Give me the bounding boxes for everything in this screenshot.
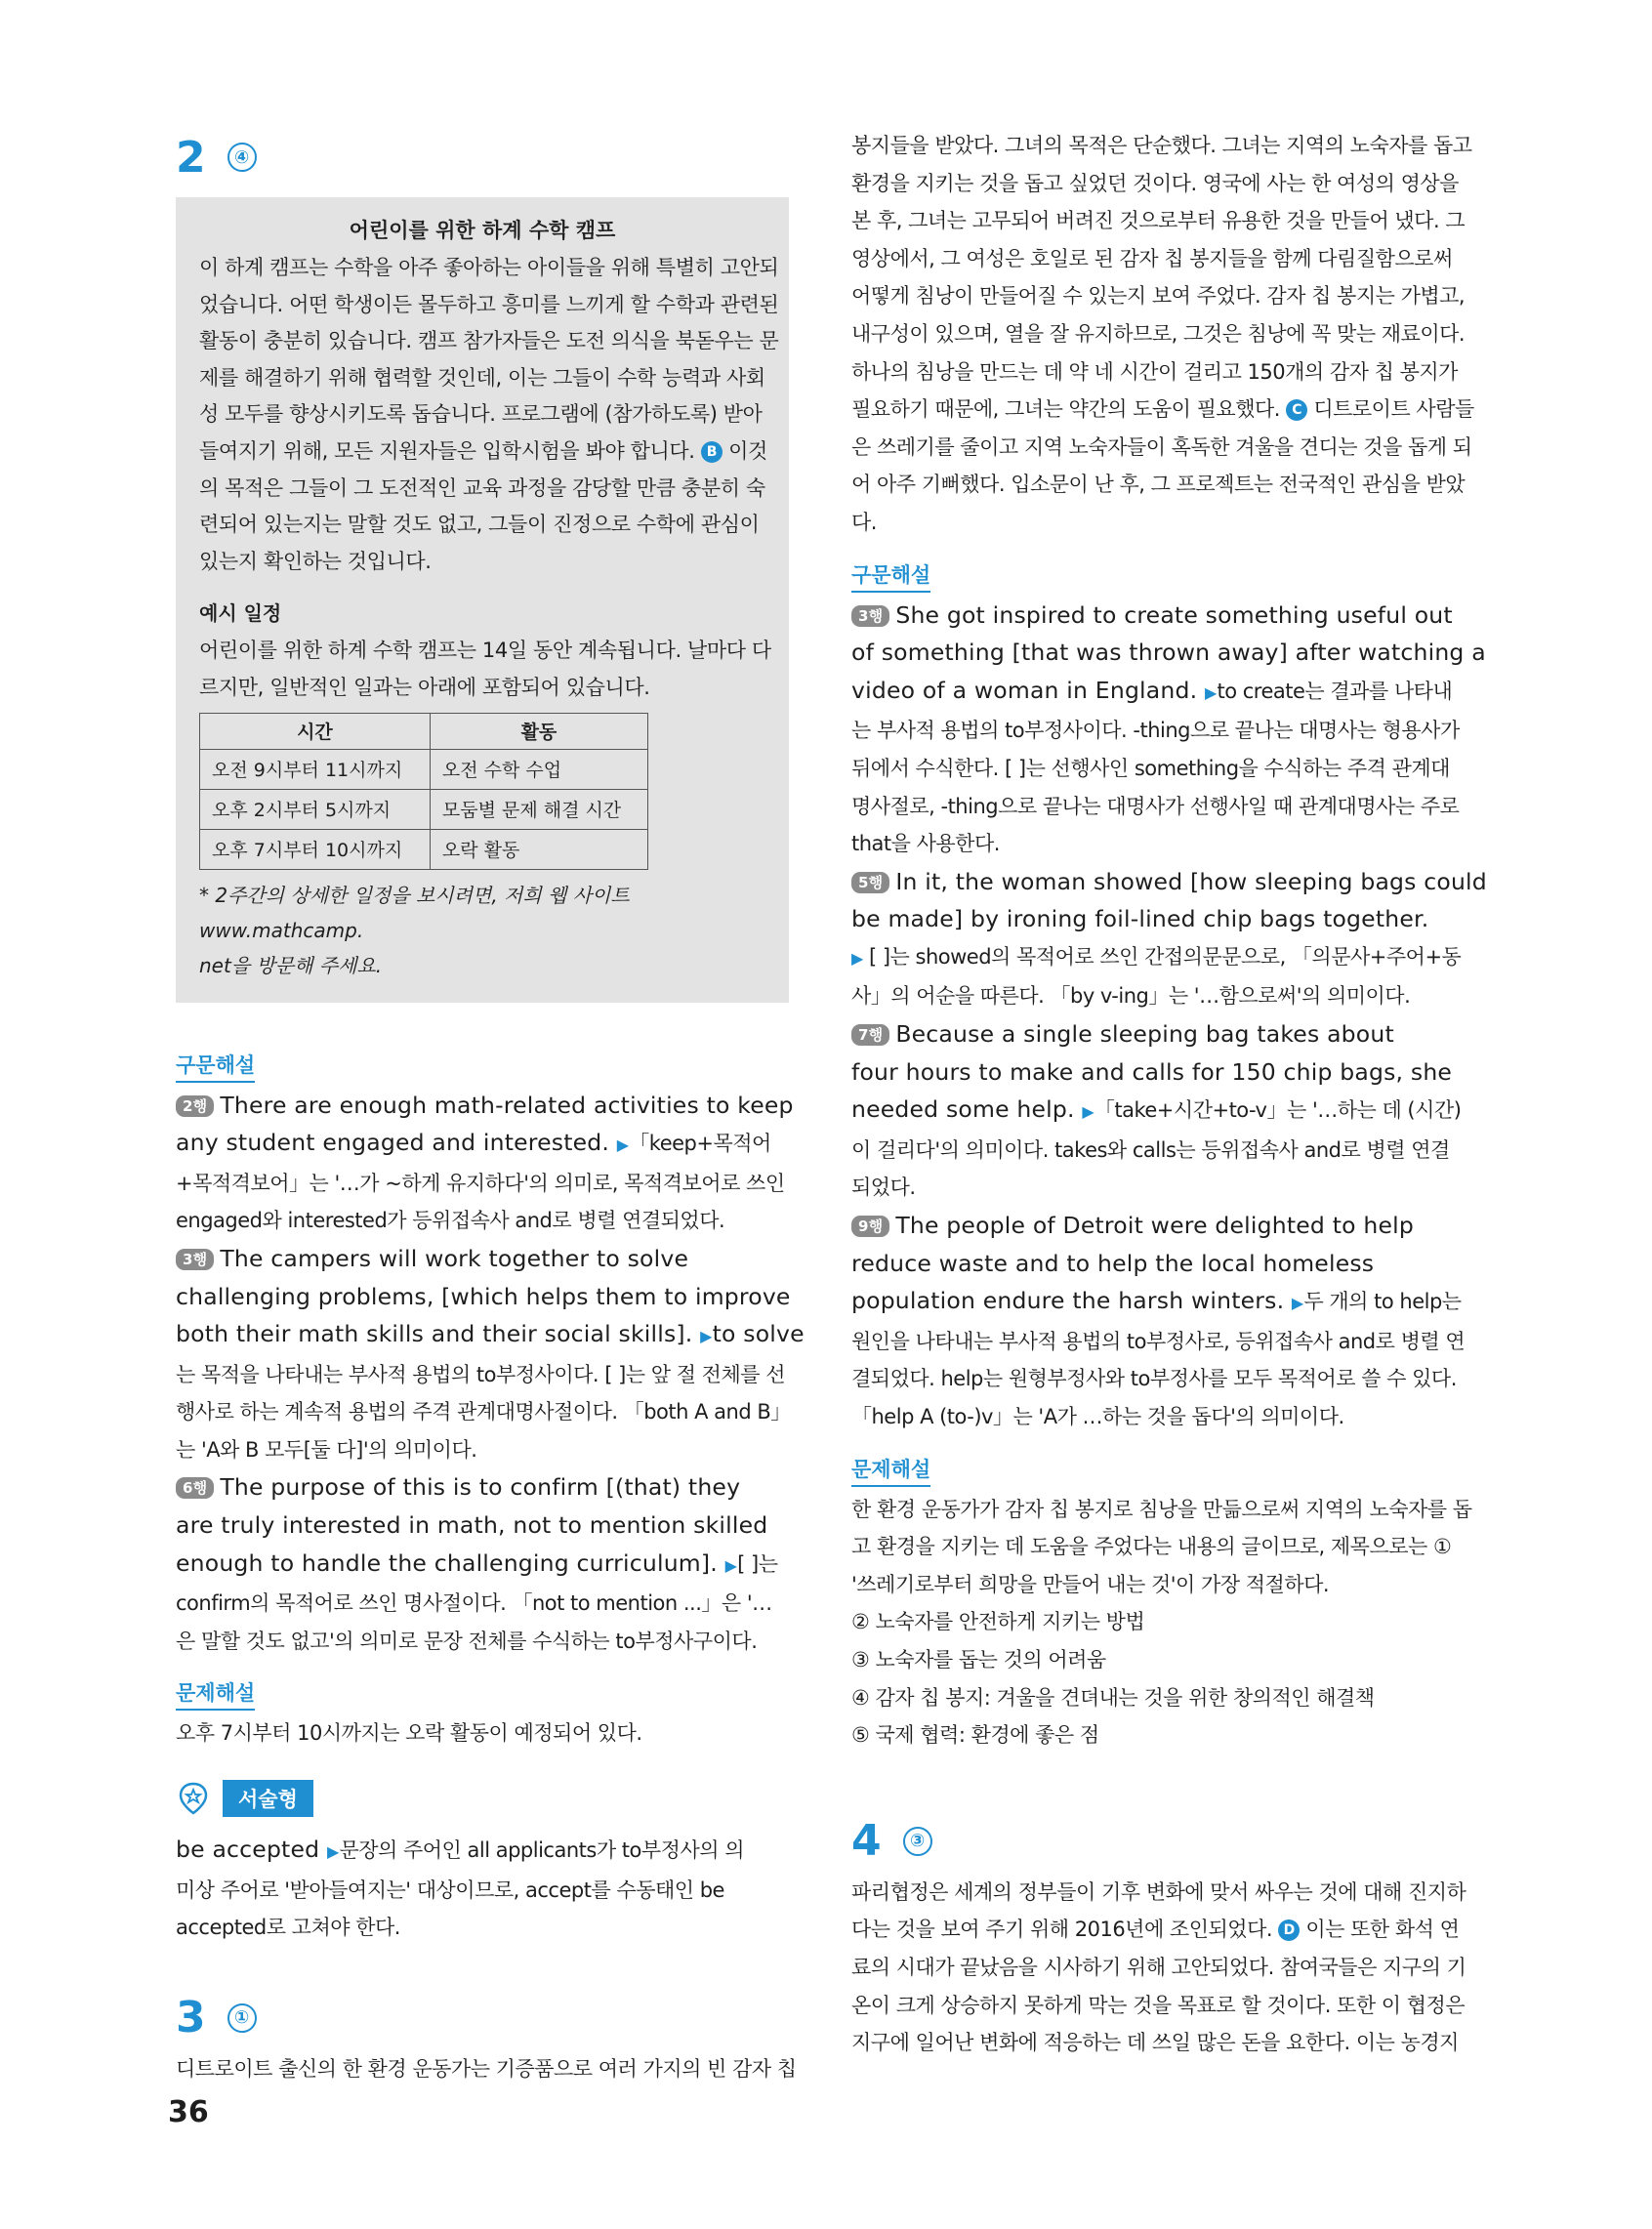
answer-line: '쓰레기로부터 희망을 만들어 내는 것'이 가장 적절하다. bbox=[851, 1572, 1330, 1596]
passage-line: 있는지 확인하는 것입니다. bbox=[199, 549, 432, 573]
marker-b-icon: B bbox=[701, 441, 723, 463]
table-cell: 모둠별 문제 해결 시간 bbox=[430, 789, 647, 829]
grammar-en-line: be made] by ironing foil-lined chip bags together. bbox=[851, 905, 1429, 933]
section-number: 4 bbox=[851, 1816, 882, 1867]
passage-line: 이 하계 캠프는 수학을 아주 좋아하는 아이들을 위해 특별히 고안되 bbox=[199, 256, 779, 279]
passage-line: 었습니다. 어떤 학생이든 몰두하고 흥미를 느끼게 할 수학과 관련된 bbox=[199, 292, 779, 316]
grammar-ko-line: 「help A (to-)v」는 'A가 …하는 것을 돕다'의 의미이다. bbox=[851, 1405, 1344, 1428]
schedule-line: 르지만, 일반적인 일과는 아래에 포함되어 있습니다. bbox=[199, 675, 650, 699]
essay-line: accepted로 고쳐야 한다. bbox=[176, 1916, 400, 1940]
passage-line: 어떻게 침낭이 만들어질 수 있는지 보여 주었다. 감자 칩 봉지는 가볍고, bbox=[851, 284, 1466, 309]
answer-line: ⑤ 국제 협력: 환경에 좋은 점 bbox=[851, 1723, 1099, 1748]
grammar-ko-line: that을 사용한다. bbox=[851, 832, 1000, 856]
grammar-en-line: are truly interested in math, not to mention skilled bbox=[176, 1511, 768, 1540]
passage-line: 의 목적은 그들이 그 도전적인 교육 과정을 감당할 만큼 충분히 숙 bbox=[199, 475, 765, 500]
passage-line: 활동이 충분히 있습니다. 캠프 참가자들은 도전 의식을 북돋우는 문 bbox=[199, 329, 779, 353]
grammar-en-line: of something [that was thrown away] after watching a bbox=[851, 639, 1486, 667]
triangle-arrow-icon: ▶ bbox=[724, 1555, 738, 1575]
table-row bbox=[200, 829, 648, 869]
line-badge: 9행 bbox=[851, 1216, 889, 1237]
grammar-en-line: population endure the harsh winters. ▶두 개의 to help는 bbox=[851, 1287, 1462, 1315]
table-row bbox=[200, 789, 648, 829]
answer-line: ② 노숙자를 안전하게 지키는 방법 bbox=[851, 1610, 1145, 1634]
grammar-ko-line: 는 'A와 B 모두[둘 다]'의 의미이다. bbox=[176, 1437, 477, 1462]
essay-header bbox=[176, 1780, 789, 1817]
passage-line: 온이 크게 상승하지 못하게 막는 것을 목표로 할 것이다. 또한 이 협정은 bbox=[851, 1993, 1466, 2017]
passage-line: 들여지기 위해, 모든 지원자들은 입학시험을 봐야 합니다. B 이것 bbox=[199, 438, 767, 463]
schedule-line: 어린이를 위한 하계 수학 캠프는 14일 동안 계속됩니다. 날마다 다 bbox=[199, 639, 771, 663]
grammar-en-line: 2행 There are enough math-related activities to keep bbox=[176, 1087, 789, 1125]
grammar-ko-line: ▶ [ ]는 showed의 목적어로 쓰인 간접의문문으로, 「의문사+주어+동 bbox=[851, 944, 1462, 969]
grammar-en-line: 6행 The purpose of this is to confirm [(that) they bbox=[176, 1468, 789, 1507]
grammar-ko-line: +목적격보어」는 '…가 ~하게 유지하다'의 의미로, 목적격보어로 쓰인 bbox=[176, 1171, 785, 1195]
passage-line: 봉지들을 받았다. 그녀의 목적은 단순했다. 그녀는 지역의 노숙자를 돕고 bbox=[851, 134, 1472, 157]
grammar-en-line: needed some help. ▶「take+시간+to-v」는 '…하는 데 (시간) bbox=[851, 1095, 1462, 1124]
grammar-en-line: 3행 The campers will work together to solve bbox=[176, 1240, 789, 1278]
passage-line: 파리협정은 세계의 정부들이 기후 변화에 맞서 싸우는 것에 대해 진지하 bbox=[851, 1879, 1466, 1904]
table-cell: 오전 9시부터 11시까지 bbox=[200, 749, 431, 789]
grammar-ko-line: 이 걸리다'의 의미이다. takes와 calls는 등위접속사 and로 병렬 연결 bbox=[851, 1137, 1450, 1162]
triangle-arrow-icon: ▶ bbox=[1291, 1294, 1304, 1313]
triangle-arrow-icon: ▶ bbox=[851, 948, 863, 968]
grammar-ko-line: 행사로 하는 계속적 용법의 주격 관계대명사절이다. 「both A and B」 bbox=[176, 1400, 791, 1424]
line-badge: 3행 bbox=[176, 1249, 214, 1270]
passage-line: 료의 시대가 끝났음을 시사하기 위해 고안되었다. 참여국들은 지구의 기 bbox=[851, 1955, 1466, 1979]
grammar-en-line: four hours to make and calls for 150 chip bags, she bbox=[851, 1057, 1453, 1086]
right-column bbox=[851, 127, 1487, 2062]
passage-line: 다는 것을 보여 주기 위해 2016년에 조인되었다. D 이는 또한 화석 연 bbox=[851, 1918, 1460, 1942]
answer-circle: ④ bbox=[227, 143, 257, 172]
table-row bbox=[200, 749, 648, 789]
grammar-en-line: enough to handle the challenging curriculum]. ▶[ ]는 bbox=[176, 1548, 778, 1577]
passage-line: 다. bbox=[851, 510, 877, 534]
answer-label: 문제해설 bbox=[851, 1454, 930, 1487]
section-number: 3 bbox=[176, 1993, 206, 2043]
passage-line: 내구성이 있으며, 열을 잘 유지하므로, 그것은 침낭에 꼭 맞는 재료이다. bbox=[851, 321, 1466, 346]
left-column bbox=[176, 127, 805, 2087]
table-header: 활동 bbox=[430, 713, 647, 749]
grammar-label: 구문해설 bbox=[176, 1050, 255, 1083]
grammar-ko-line: 은 말할 것도 없고'의 의미로 문장 전체를 수식하는 to부정사구이다. bbox=[176, 1629, 758, 1653]
triangle-arrow-icon: ▶ bbox=[700, 1327, 713, 1346]
grammar-en-line: 7행 Because a single sleeping bag takes about bbox=[851, 1015, 1465, 1053]
line-badge: 7행 bbox=[851, 1024, 889, 1046]
section-number: 2 bbox=[176, 132, 206, 183]
schedule-table bbox=[199, 713, 648, 870]
grammar-ko-line: 결되었다. help는 원형부정사와 to부정사를 모두 목적어로 쓸 수 있다. bbox=[851, 1367, 1457, 1391]
note-line: * 2주간의 상세한 일정을 보시려면, 저희 웹 사이트 www.mathcamp. bbox=[199, 883, 630, 942]
triangle-arrow-icon: ▶ bbox=[616, 1135, 630, 1155]
grammar-ko-line: 는 부사적 용법의 to부정사이다. -thing으로 끝나는 대명사는 형용사가 bbox=[851, 719, 1460, 743]
answer-line: 고 환경을 지키는 데 도움을 주었다는 내용의 글이므로, 제목으로는 ① bbox=[851, 1535, 1452, 1559]
passage-line: 디트로이트 출신의 한 환경 운동가는 기증품으로 여러 가지의 빈 감자 칩 bbox=[176, 2056, 797, 2081]
passage-box bbox=[176, 197, 789, 1003]
note-line: net을 방문해 주세요. bbox=[199, 953, 383, 977]
section-2-header bbox=[176, 125, 789, 189]
passage-line: 련되어 있는지는 말할 것도 없고, 그들이 진정으로 수학에 관심이 bbox=[199, 513, 760, 537]
passage-line: 하나의 침낭을 만드는 데 약 네 시간이 걸리고 150개의 감자 칩 봉지가 bbox=[851, 359, 1458, 384]
passage-line: 어 아주 기뻐했다. 입소문이 난 후, 그 프로젝트는 전국적인 관심을 받았 bbox=[851, 473, 1466, 497]
grammar-label: 구문해설 bbox=[851, 559, 930, 593]
table-header-row bbox=[200, 713, 648, 749]
table-cell: 오전 수학 수업 bbox=[430, 749, 647, 789]
passage-line: 지구에 일어난 변화에 적응하는 데 쓰일 많은 돈을 요한다. 이는 농경지 bbox=[851, 2031, 1459, 2055]
grammar-en-line: 9행 The people of Detroit were delighted to help bbox=[851, 1207, 1465, 1245]
triangle-arrow-icon: ▶ bbox=[1204, 682, 1218, 702]
grammar-en-line: 3행 She got inspired to create something useful out bbox=[851, 597, 1465, 635]
line-badge: 2행 bbox=[176, 1095, 214, 1117]
table-header: 시간 bbox=[200, 713, 431, 749]
grammar-ko-line: 명사절로, -thing으로 끝나는 대명사가 선행사일 때 관계대명사는 주로 bbox=[851, 794, 1460, 818]
answer-text: 오후 7시부터 10시까지는 오락 활동이 예정되어 있다. bbox=[176, 1721, 642, 1746]
passage-line: 영상에서, 그 여성은 호일로 된 감자 칩 봉지들을 함께 다림질함으로써 bbox=[851, 246, 1453, 270]
grammar-ko-line: confirm의 목적어로 쓰인 명사절이다. 「not to mention ...」은 '… bbox=[176, 1591, 772, 1616]
answer-line: ③ 노숙자를 돕는 것의 어려움 bbox=[851, 1647, 1106, 1672]
grammar-en-line: both their math skills and their social skills]. ▶to solve bbox=[176, 1320, 805, 1348]
schedule-title: 예시 일정 bbox=[199, 601, 282, 626]
grammar-en-line: video of a woman in England. ▶to create는 결과를 나타내 bbox=[851, 676, 1453, 704]
passage-line: 은 쓰레기를 줄이고 지역 노숙자들이 혹독한 겨울을 견디는 것을 돕게 되 bbox=[851, 434, 1472, 459]
line-badge: 6행 bbox=[176, 1477, 214, 1499]
answer-line: 한 환경 운동가가 감자 칩 봉지로 침낭을 만듦으로써 지역의 노숙자를 돕 bbox=[851, 1497, 1472, 1521]
table-cell: 오후 2시부터 5시까지 bbox=[200, 789, 431, 829]
table-cell: 오락 활동 bbox=[430, 829, 647, 869]
passage-line: 성 모두를 향상시키도록 돕습니다. 프로그램에 (참가하도록) 받아 bbox=[199, 402, 763, 427]
grammar-ko-line: 뒤에서 수식한다. [ ]는 선행사인 something을 수식하는 주격 관계대 bbox=[851, 756, 1450, 780]
grammar-ko-line: 되었다. bbox=[851, 1176, 916, 1200]
passage-line: 본 후, 그녀는 고무되어 버려진 것으로부터 유용한 것을 만들어 냈다. 그 bbox=[851, 209, 1466, 233]
triangle-arrow-icon: ▶ bbox=[1082, 1102, 1094, 1122]
table-cell: 오후 7시부터 10시까지 bbox=[200, 829, 431, 869]
line-badge: 5행 bbox=[851, 872, 889, 893]
passage-line: 제를 해결하기 위해 협력할 것인데, 이는 그들이 수학 능력과 사회 bbox=[199, 365, 765, 390]
grammar-ko-line: 는 목적을 나타내는 부사적 용법의 to부정사이다. [ ]는 앞 절 전체를 선 bbox=[176, 1362, 786, 1386]
marker-d-icon: D bbox=[1278, 1919, 1300, 1941]
passage-line: 환경을 지키는 것을 돕고 싶었던 것이다. 영국에 사는 한 여성의 영상을 bbox=[851, 171, 1459, 195]
grammar-en-line: reduce waste and to help the local homeless bbox=[851, 1249, 1375, 1277]
section-4-header bbox=[851, 1809, 1465, 1874]
answer-circle: ③ bbox=[903, 1827, 932, 1856]
pen-star-icon bbox=[176, 1781, 211, 1816]
essay-badge: 서술형 bbox=[223, 1780, 313, 1817]
answer-line: ④ 감자 칩 봉지: 겨울을 견뎌내는 것을 위한 창의적인 해결책 bbox=[851, 1685, 1375, 1710]
grammar-en-line: any student engaged and interested. ▶「keep+목적어 bbox=[176, 1129, 771, 1157]
grammar-en-line: 5행 In it, the woman showed [how sleeping bags could bbox=[851, 863, 1465, 901]
essay-line: be accepted ▶문장의 주어인 all applicants가 to부정사의 의 bbox=[176, 1836, 744, 1864]
grammar-en-line: challenging problems, [which helps them to improve bbox=[176, 1282, 791, 1310]
page-number: 36 bbox=[168, 2095, 209, 2129]
marker-c-icon: C bbox=[1286, 399, 1307, 421]
answer-label: 문제해설 bbox=[176, 1677, 255, 1711]
line-badge: 3행 bbox=[851, 605, 889, 627]
triangle-arrow-icon: ▶ bbox=[326, 1842, 340, 1862]
essay-line: 미상 주어로 '받아들여지는' 대상이므로, accept를 수동태인 be bbox=[176, 1878, 724, 1902]
grammar-ko-line: engaged와 interested가 등위접속사 and로 병렬 연결되었다. bbox=[176, 1209, 725, 1233]
grammar-ko-line: 사」의 어순을 따른다. 「by v-ing」는 '…함으로써'의 의미이다. bbox=[851, 984, 1411, 1009]
section-3-header bbox=[176, 1986, 789, 2050]
passage-line: 필요하기 때문에, 그녀는 약간의 도움이 필요했다. C 디트로이트 사람들 bbox=[851, 397, 1474, 422]
passage-title: 어린이를 위한 하계 수학 캠프 bbox=[349, 219, 616, 242]
answer-circle: ① bbox=[227, 2003, 257, 2033]
grammar-ko-line: 원인을 나타내는 부사적 용법의 to부정사로, 등위접속사 and로 병렬 연 bbox=[851, 1329, 1466, 1353]
